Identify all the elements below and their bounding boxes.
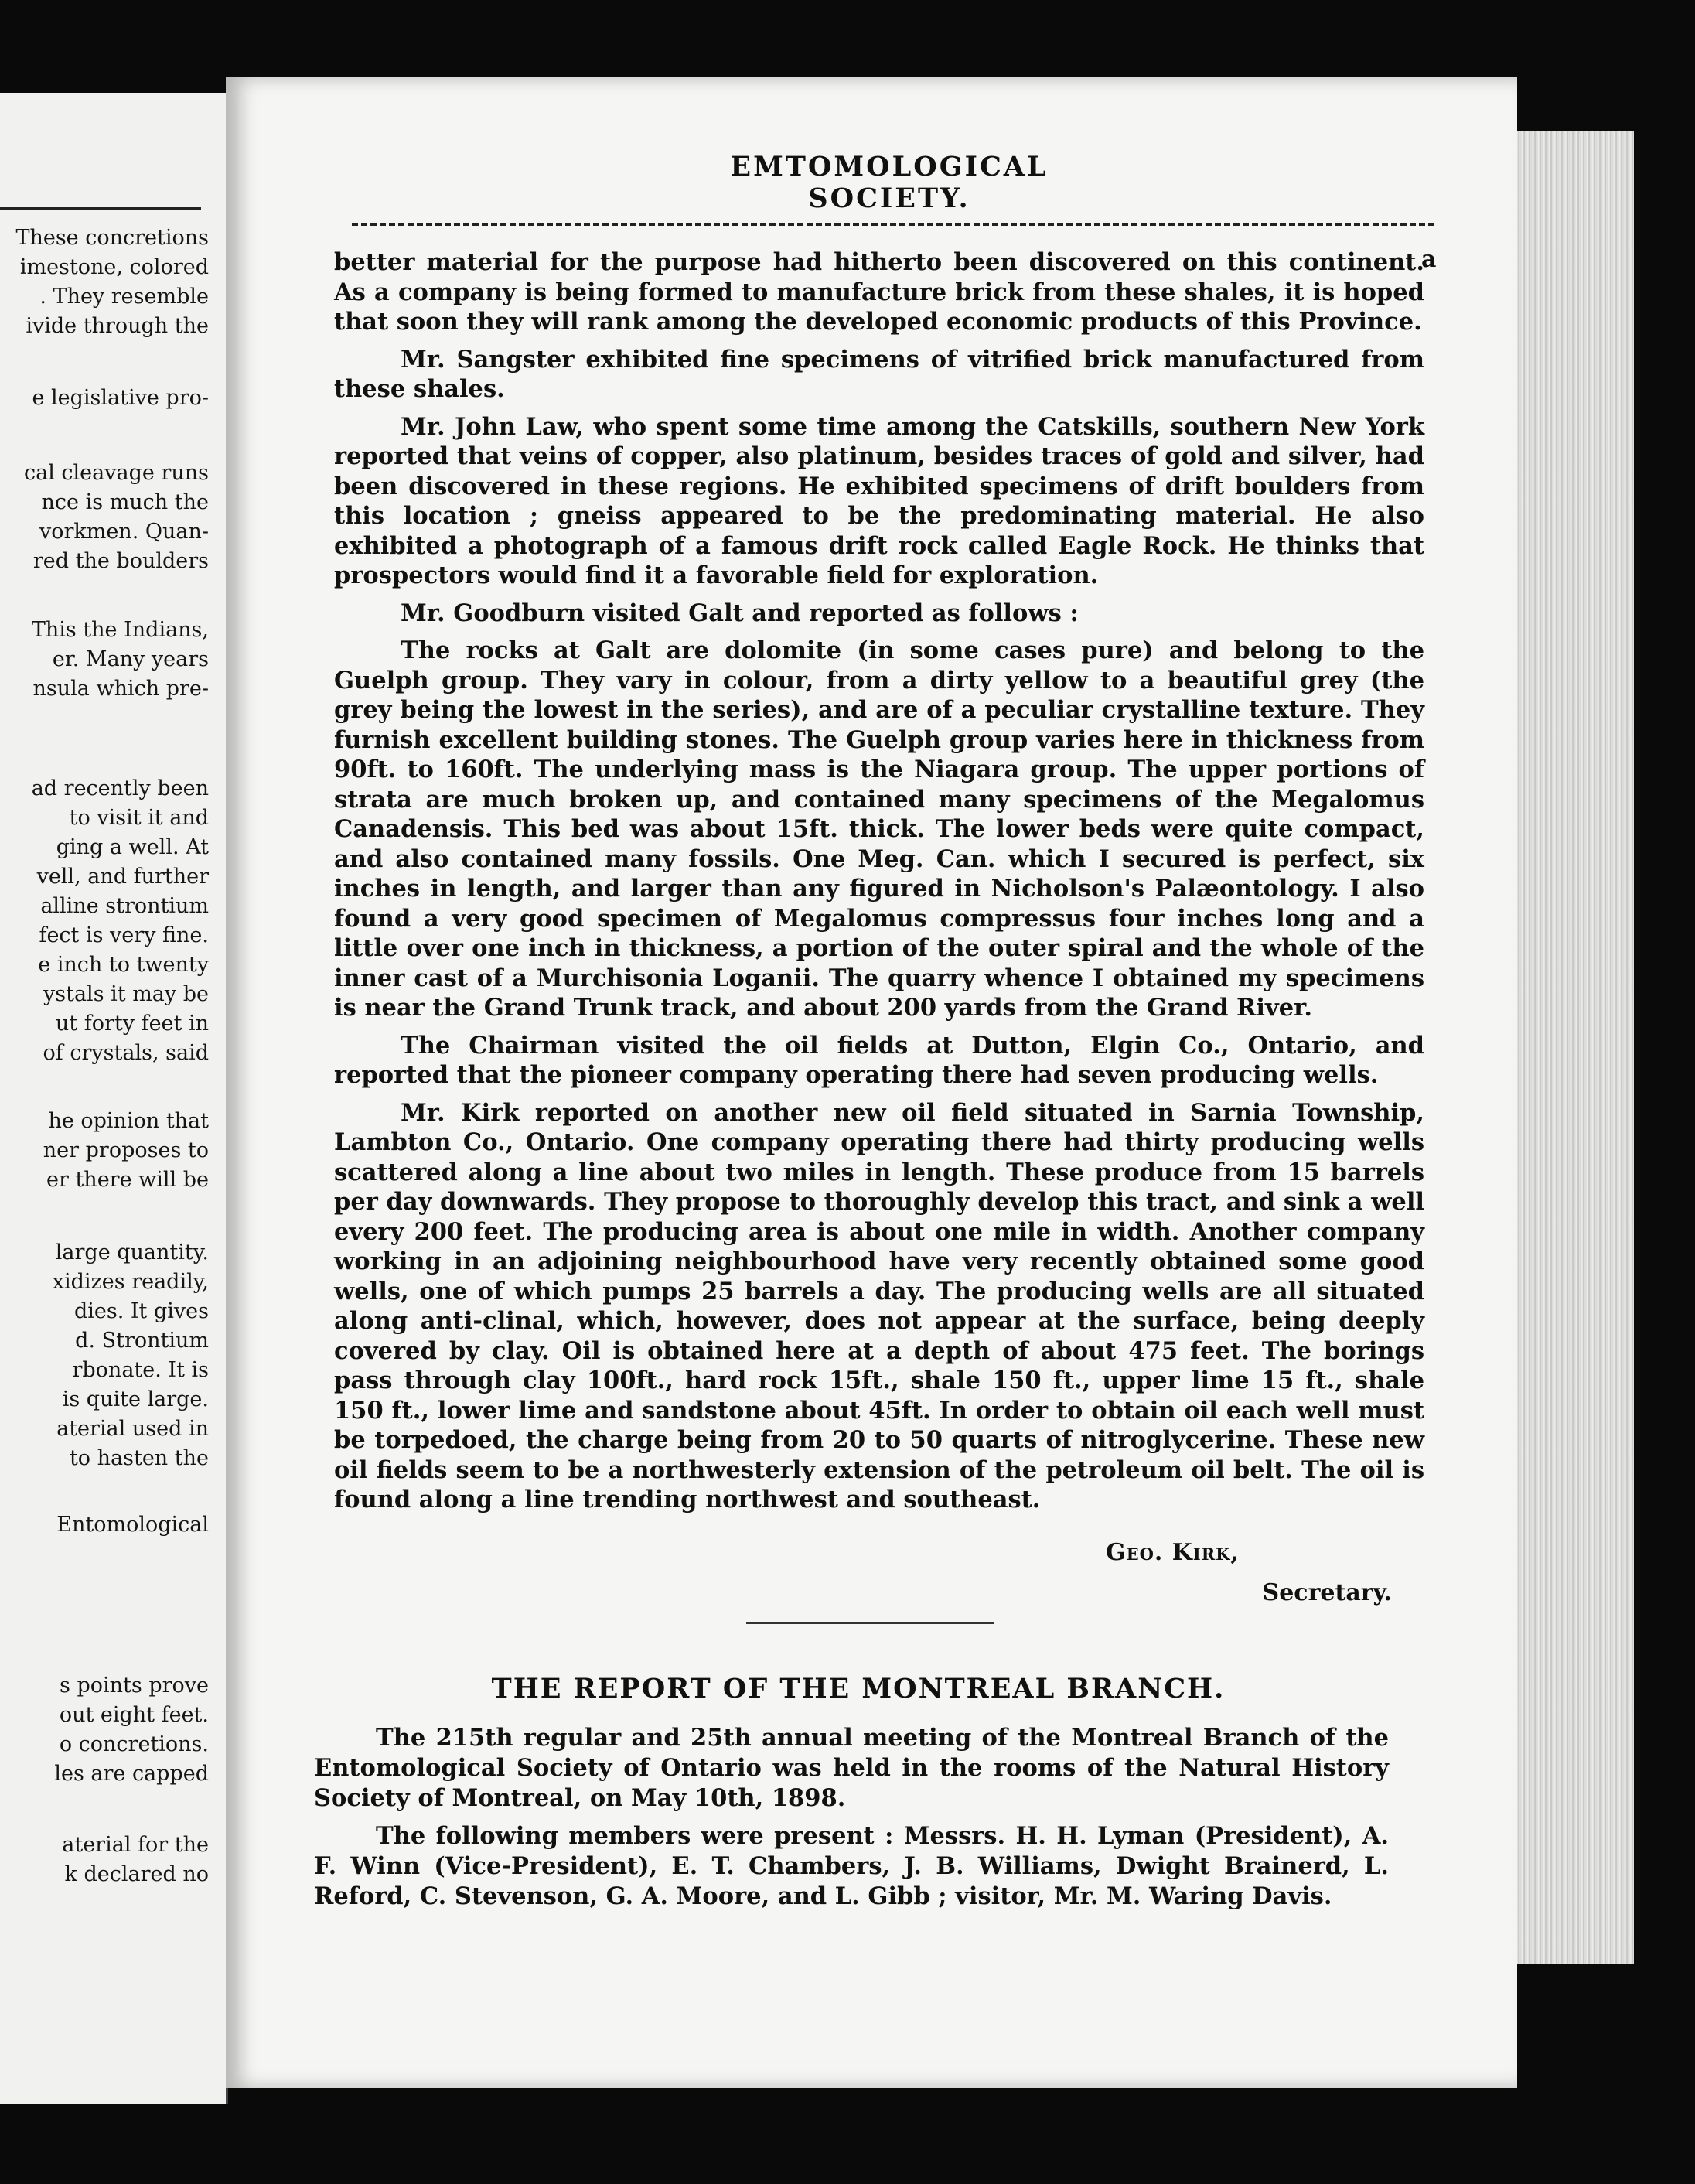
paragraph: The Chairman visited the oil fields at Dutton, Elgin Co., Ontario, and reported that the pioneer company operating there had seven producing wells. <box>334 1031 1424 1089</box>
paragraph: Mr. Goodburn visited Galt and reported as follows : <box>401 599 1079 627</box>
left-page-line: e inch to twenty <box>38 953 209 977</box>
left-page-line: s points prove <box>60 1674 209 1698</box>
signature-role: Secretary. <box>1262 1579 1392 1606</box>
left-page-line: rbonate. It is <box>72 1358 209 1382</box>
left-page-line: is quite large. <box>62 1387 209 1411</box>
left-page-line: to visit it and <box>69 806 209 830</box>
left-page-line: out eight feet. <box>59 1703 209 1727</box>
left-facing-page <box>0 93 228 2104</box>
left-page-line: This the Indians, <box>31 618 209 642</box>
paragraph: Mr. John Law, who spent some time among the Catskills, southern New York reported that veins of copper, also platinum, besides traces of gold and silver, had been discovered in these regions. He exhibited specimens of drift boulders from this location ; gneiss appeared to be the predominating material. He also exhibited a photograph of a famous drift rock called Eagle Rock. He thinks that prospectors would find it a favorable field for exploration. <box>334 412 1424 589</box>
header-rule <box>352 223 1434 226</box>
paragraph: Mr. Sangster exhibited fine specimens of vitrified brick manufactured from these shales. <box>334 345 1424 403</box>
left-page-line: he opinion that <box>48 1109 209 1133</box>
section-divider <box>746 1622 994 1624</box>
left-page-line: er. Many years <box>52 647 209 671</box>
left-page-line: aterial for the <box>62 1833 209 1857</box>
left-page-line: er there will be <box>46 1168 209 1192</box>
section-text <box>314 1723 1389 1920</box>
left-page-line: ad recently been <box>31 776 209 800</box>
left-page-line: ut forty feet in <box>55 1012 209 1036</box>
left-page-line: k declared no <box>64 1862 209 1886</box>
left-page-line: Entomological <box>56 1513 209 1537</box>
left-page-line: nsula which pre- <box>32 677 209 701</box>
paragraph: Mr. Kirk reported on another new oil field situated in Sarnia Township, Lambton Co., Ontario. One company operating there had thirty producing wells scattered along a line about two miles in length. These produce from 15 barrels per day downwards. They propose to thoroughly develop this tract, and sink a well every 200 feet. The producing area is about one mile in width. Another company working in an adjoining neighbourhood have very recently obtained some good wells, one of which pumps 25 barrels a day. The producing wells are all situated along anti-clinal, which, however, does not appear at the surface, being deeply covered by clay. Oil is obtained here at a depth of about 475 feet. The borings pass through clay 100ft., hard rock 15ft., shale 150 ft., upper lime 15 ft., shale 150 ft., lower lime and sandstone about 45ft. In order to obtain oil each well must be torpedoed, the charge being from 20 to 50 quarts of nitroglycerine. These new oil fields seem to be a northwesterly extension of the petroleum oil belt. The oil is found along a line trending northwest and southeast. <box>334 1098 1424 1513</box>
left-page-line: ging a well. At <box>56 835 209 859</box>
left-page-line: dies. It gives <box>73 1299 209 1323</box>
left-page-line: to hasten the <box>69 1446 209 1470</box>
left-page-header-rule <box>0 207 201 210</box>
section-title: THE REPORT OF THE MONTREAL BRANCH. <box>491 1673 1226 1705</box>
margin-mark: a <box>1421 246 1437 273</box>
left-page-line: fect is very fine. <box>39 923 209 947</box>
left-page-line: aterial used in <box>56 1417 209 1441</box>
signature-block <box>1067 1533 1392 1613</box>
left-page-line: large quantity. <box>55 1240 209 1264</box>
left-page-line: . They resemble <box>39 285 209 309</box>
signature-name: Geo. Kirk, <box>1106 1539 1240 1566</box>
paragraph: better material for the purpose had hitherto been discovered on this continent. As a company is being formed to manufacture brick from these shales, it is hoped that soon they will rank among the developed economic products of this Province. <box>334 248 1424 336</box>
left-page-line: imestone, colored <box>19 255 209 279</box>
left-page-line: d. Strontium <box>75 1329 209 1353</box>
left-page-line: vell, and further <box>36 865 209 889</box>
left-page-line: ivide through the <box>26 314 209 338</box>
paragraph: The 215th regular and 25th annual meeting of the Montreal Branch of the Entomological Society of Ontario was held in the rooms of the Natural History Society of Montreal, on May 10th, 1898. <box>314 1724 1389 1812</box>
left-page-line: o concretions. <box>59 1732 209 1756</box>
left-page-line: of crystals, said <box>43 1041 209 1065</box>
left-page-line: vorkmen. Quan- <box>39 520 209 544</box>
left-page-line: xidizes readily, <box>52 1270 209 1294</box>
paragraph: The following members were present : Messrs. H. H. Lyman (President), A. F. Winn (Vice-President), E. T. Chambers, J. B. Williams, Dwight Brainerd, L. Reford, C. Stevenson, G. A. Moore, and L. Gibb ; visitor, Mr. M. Waring Davis. <box>314 1822 1389 1910</box>
left-page-line: les are capped <box>54 1762 209 1786</box>
left-page-line: These concretions <box>15 226 209 250</box>
left-page-line: nce is much the <box>41 490 209 514</box>
left-page-line: red the boulders <box>32 549 209 573</box>
body-text <box>334 247 1424 1523</box>
page-header-title: EMTOMOLOGICAL SOCIETY. <box>730 151 1049 214</box>
left-page-line: alline strontium <box>40 894 209 918</box>
paragraph: The rocks at Galt are dolomite (in some cases pure) and belong to the Guelph group. They vary in colour, from a dirty yellow to a beautiful grey (the grey being the lowest in the series), and are of a peculiar crystalline texture. They furnish excellent building stones. The Guelph group varies here in thickness from 90ft. to 160ft. The underlying mass is the Niagara group. The upper portions of strata are much broken up, and contained many specimens of the Megalomus Canadensis. This bed was about 15ft. thick. The lower beds were quite compact, and also contained many fossils. One Meg. Can. which I secured is perfect, six inches in length, and larger than any figured in Nicholson's Palæontology. I also found a very good specimen of Megalomus compressus four inches long and a little over one inch in thickness, a portion of the outer spiral and the whole of the inner cast of a Murchisonia Loganii. The quarry whence I obtained my specimens is near the Grand Trunk track, and about 200 yards from the Grand River. <box>334 636 1424 1022</box>
left-page-line: ner proposes to <box>43 1138 209 1162</box>
left-page-line: e legislative pro- <box>32 386 209 410</box>
left-page-line: ystals it may be <box>43 982 209 1006</box>
left-page-line: cal cleavage runs <box>23 461 209 485</box>
